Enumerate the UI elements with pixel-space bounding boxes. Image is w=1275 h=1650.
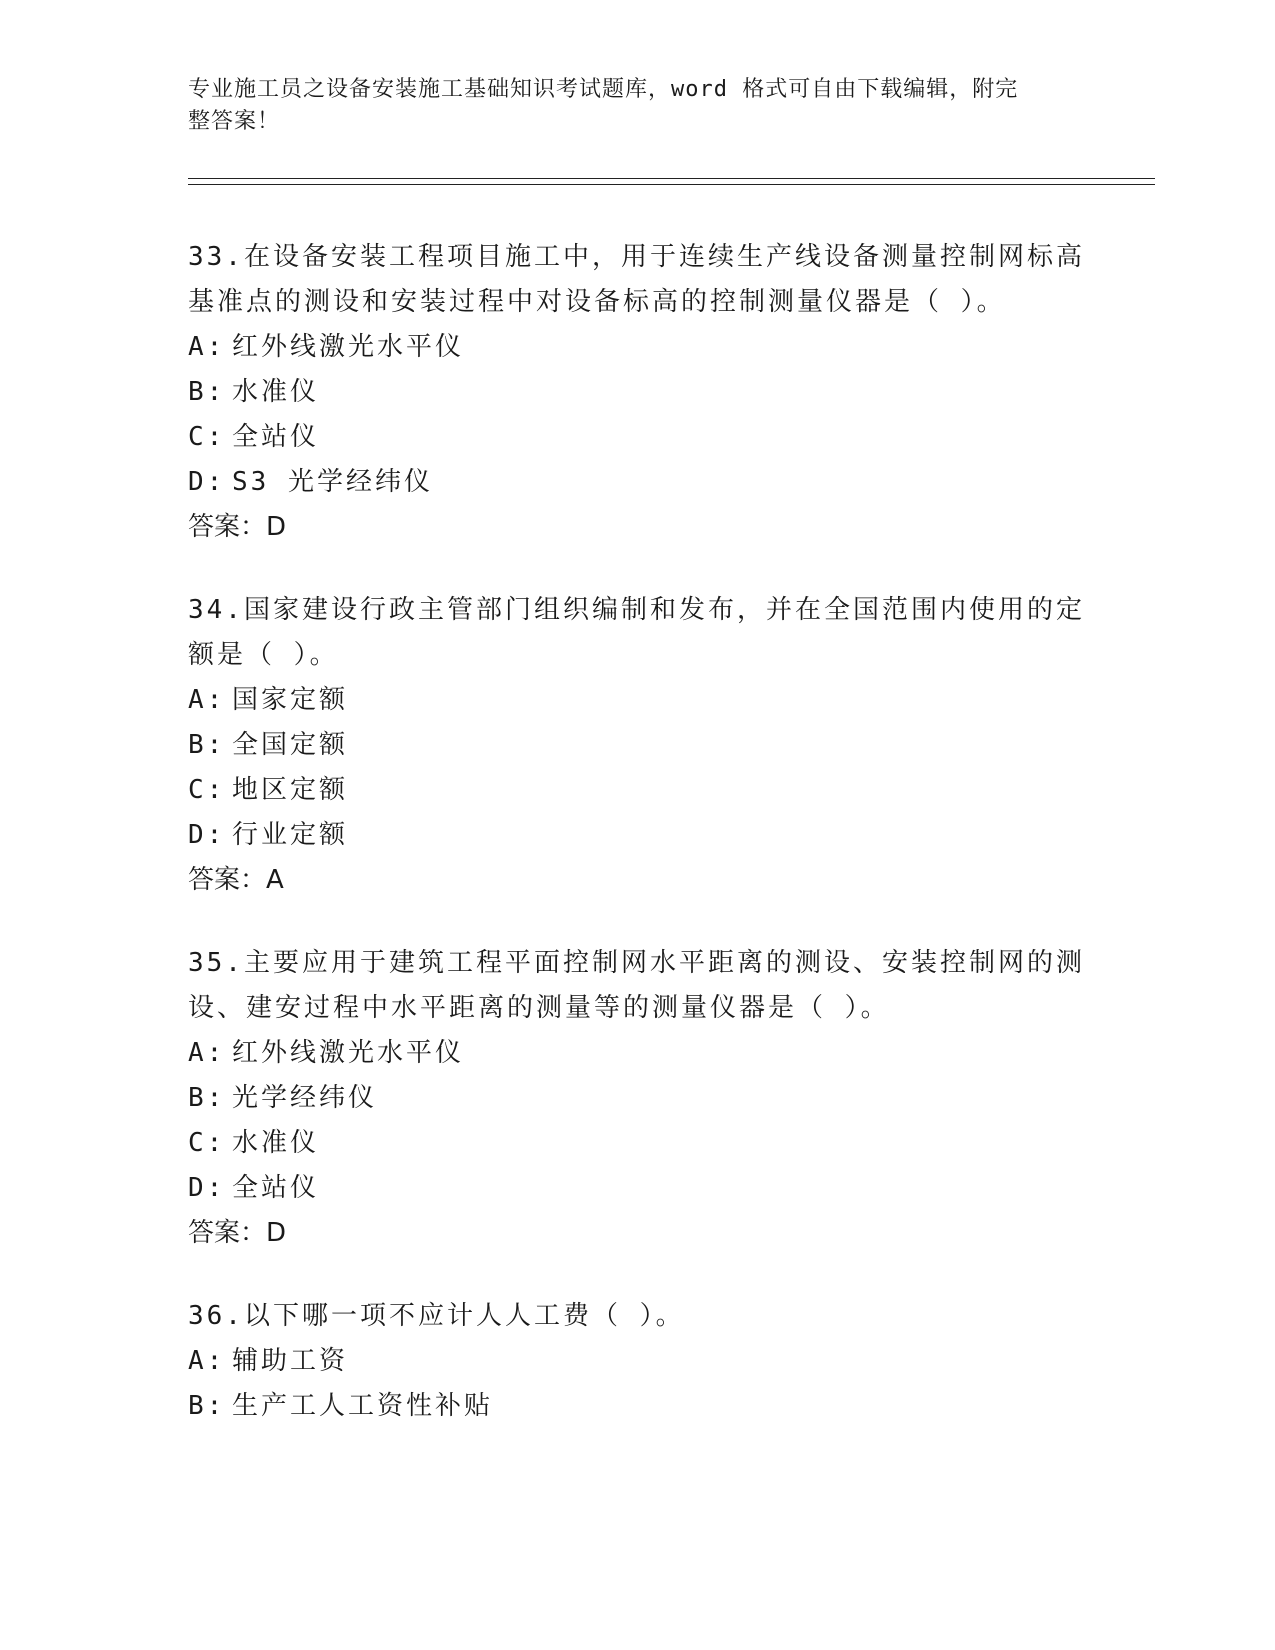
option-text: 行业定额	[232, 820, 349, 850]
option-b	[188, 1076, 1088, 1121]
option-text: 红外线激光水平仪	[232, 1038, 465, 1068]
option-letter: D:	[188, 467, 226, 497]
option-text: 辅助工资	[232, 1346, 349, 1376]
question-stem: 36.以下哪一项不应计人人工费（ ）。	[188, 1301, 685, 1331]
option-text: 全国定额	[232, 730, 349, 760]
question-stem: 34.国家建设行政主管部门组织编制和发布，并在全国范围内使用的定额是（ ）。	[188, 595, 1085, 670]
option-letter: B:	[188, 377, 226, 407]
option-text: 国家定额	[232, 685, 349, 715]
option-d	[188, 460, 1088, 505]
option-b	[188, 370, 1088, 415]
question-33	[188, 235, 1088, 550]
option-letter: B:	[188, 730, 226, 760]
question-35	[188, 941, 1088, 1256]
option-a	[188, 678, 1088, 723]
question-stem: 35.主要应用于建筑工程平面控制网水平距离的测设、安装控制网的测设、建安过程中水平距离的测量等的测量仪器是（ ）。	[188, 948, 1085, 1023]
option-letter: B:	[188, 1083, 226, 1113]
option-text: 全站仪	[232, 1173, 320, 1203]
option-text: 地区定额	[232, 775, 349, 805]
option-d	[188, 813, 1088, 858]
option-letter: C:	[188, 775, 226, 805]
option-letter: B:	[188, 1391, 226, 1421]
option-a	[188, 1031, 1088, 1076]
option-letter: A:	[188, 685, 226, 715]
document-header	[188, 74, 1068, 138]
option-text: 全站仪	[232, 422, 320, 452]
answer-line: 答案：D	[188, 1218, 287, 1248]
option-text: S3 光学经纬仪	[232, 467, 433, 497]
option-text: 红外线激光水平仪	[232, 332, 465, 362]
option-b	[188, 1384, 1088, 1429]
header-divider	[188, 178, 1155, 185]
option-c	[188, 768, 1088, 813]
question-stem: 33.在设备安装工程项目施工中，用于连续生产线设备测量控制网标高基准点的测设和安装过程中对设备标高的控制测量仪器是（ ）。	[188, 242, 1085, 317]
header-line-1: 专业施工员之设备安装施工基础知识考试题库，word 格式可自由下载编辑，附完	[188, 77, 1019, 102]
option-letter: A:	[188, 1038, 226, 1068]
option-letter: A:	[188, 332, 226, 362]
header-line-2: 整答案！	[188, 109, 281, 134]
option-a	[188, 325, 1088, 370]
option-text: 水准仪	[232, 377, 320, 407]
option-letter: D:	[188, 820, 226, 850]
option-text: 生产工人工资性补贴	[232, 1391, 494, 1421]
question-36	[188, 1294, 1088, 1429]
option-text: 光学经纬仪	[232, 1083, 378, 1113]
option-a	[188, 1339, 1088, 1384]
option-letter: D:	[188, 1173, 226, 1203]
answer-line: 答案：D	[188, 512, 287, 542]
question-34	[188, 588, 1088, 903]
answer-line: 答案：A	[188, 865, 284, 895]
option-c	[188, 1121, 1088, 1166]
option-b	[188, 723, 1088, 768]
option-letter: A:	[188, 1346, 226, 1376]
option-letter: C:	[188, 1128, 226, 1158]
question-list	[188, 235, 1088, 1467]
option-d	[188, 1166, 1088, 1211]
option-letter: C:	[188, 422, 226, 452]
option-text: 水准仪	[232, 1128, 320, 1158]
option-c	[188, 415, 1088, 460]
